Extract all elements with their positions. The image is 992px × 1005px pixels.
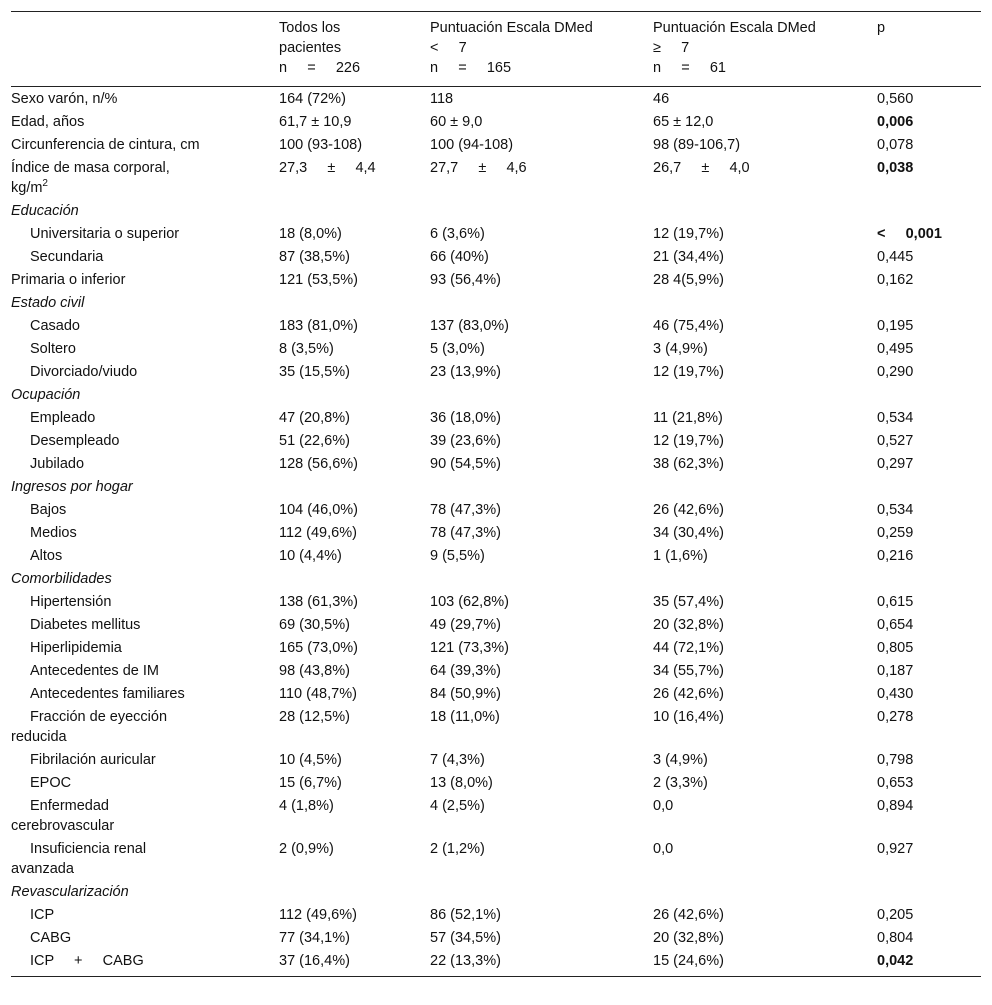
row-label xyxy=(11,706,269,749)
value-dmed-lt7: 90 (54,5%) xyxy=(430,456,501,472)
value-all-patients: 8 (3,5%) xyxy=(279,341,334,357)
table-row xyxy=(11,706,981,749)
value-all-patients: 121 (53,5%) xyxy=(279,272,358,288)
table-row xyxy=(11,453,981,476)
value-dmed-ge7: 21 (34,4%) xyxy=(653,249,724,265)
p-value: 0,290 xyxy=(877,364,914,380)
row-label: Empleado xyxy=(30,410,96,426)
row-label-line1: Fracción de eyección xyxy=(30,709,168,725)
section-label: Ingresos por hogar xyxy=(11,479,133,495)
table-row xyxy=(11,637,981,660)
p-value: 0,654 xyxy=(877,617,914,633)
row-label-line2: kg/m xyxy=(11,180,43,196)
p-value: 0,615 xyxy=(877,594,914,610)
value-dmed-lt7: 18 (11,0%) xyxy=(430,709,500,725)
row-label xyxy=(11,838,269,881)
empty-cell xyxy=(420,292,643,315)
row-label: Hipertensión xyxy=(30,594,112,610)
value-dmed-lt7: 78 (47,3%) xyxy=(430,502,501,518)
empty-cell xyxy=(643,292,867,315)
value-all-patients: 110 (48,7%) xyxy=(279,686,357,702)
header-line: n = 61 xyxy=(653,60,726,76)
p-value: 0,527 xyxy=(877,433,914,449)
row-label-line2: reducida xyxy=(11,729,67,745)
value-all-patients: 104 (46,0%) xyxy=(279,502,358,518)
value-dmed-ge7: 28 4(5,9%) xyxy=(653,272,724,288)
table-row xyxy=(11,545,981,568)
row-label: Altos xyxy=(30,548,63,564)
empty-cell xyxy=(269,384,420,407)
value-dmed-ge7: 26,7 ± 4,0 xyxy=(653,160,750,176)
empty-cell xyxy=(643,881,867,904)
value-dmed-ge7: 26 (42,6%) xyxy=(653,502,724,518)
header-line: Puntuación Escala DMed xyxy=(653,20,816,36)
value-all-patients: 112 (49,6%) xyxy=(279,525,357,541)
section-row xyxy=(11,384,981,407)
value-dmed-ge7: 15 (24,6%) xyxy=(653,953,724,969)
section-label: Ocupación xyxy=(11,387,81,403)
empty-cell xyxy=(269,881,420,904)
p-value: 0,216 xyxy=(877,548,914,564)
value-all-patients: 2 (0,9%) xyxy=(279,841,334,857)
value-dmed-lt7: 86 (52,1%) xyxy=(430,907,501,923)
section-row xyxy=(11,476,981,499)
row-label: Bajos xyxy=(30,502,67,518)
value-all-patients: 165 (73,0%) xyxy=(279,640,358,656)
value-all-patients: 69 (30,5%) xyxy=(279,617,350,633)
value-dmed-lt7: 6 (3,6%) xyxy=(430,226,485,242)
empty-cell xyxy=(420,476,643,499)
header-p-value: p xyxy=(877,20,886,36)
value-dmed-ge7: 12 (19,7%) xyxy=(653,433,724,449)
p-value: 0,187 xyxy=(877,663,914,679)
value-dmed-lt7: 64 (39,3%) xyxy=(430,663,501,679)
p-value: 0,495 xyxy=(877,341,914,357)
value-all-patients: 112 (49,6%) xyxy=(279,907,357,923)
section-label: Comorbilidades xyxy=(11,571,112,587)
row-label: Divorciado/viudo xyxy=(30,364,138,380)
value-dmed-ge7: 12 (19,7%) xyxy=(653,226,724,242)
row-label xyxy=(11,157,269,200)
table-row xyxy=(11,749,981,772)
p-value: 0,534 xyxy=(877,502,914,518)
value-dmed-ge7: 26 (42,6%) xyxy=(653,686,724,702)
value-dmed-ge7: 1 (1,6%) xyxy=(653,548,708,564)
value-dmed-ge7: 34 (55,7%) xyxy=(653,663,724,679)
p-value: 0,259 xyxy=(877,525,914,541)
row-label: EPOC xyxy=(30,775,72,791)
p-value: 0,805 xyxy=(877,640,914,656)
table-row xyxy=(11,134,981,157)
table-row xyxy=(11,315,981,338)
empty-cell xyxy=(420,881,643,904)
value-dmed-lt7: 7 (4,3%) xyxy=(430,752,485,768)
p-value: 0,038 xyxy=(877,160,914,176)
value-all-patients: 61,7 ± 10,9 xyxy=(279,114,352,130)
empty-cell xyxy=(867,881,981,904)
empty-cell xyxy=(269,568,420,591)
p-value: 0,894 xyxy=(877,798,914,814)
table-row xyxy=(11,772,981,795)
row-label: Medios xyxy=(30,525,77,541)
value-dmed-lt7: 103 (62,8%) xyxy=(430,594,509,610)
value-all-patients: 27,3 ± 4,4 xyxy=(279,160,376,176)
p-value: 0,042 xyxy=(877,953,914,969)
table-row xyxy=(11,838,981,881)
row-label: Soltero xyxy=(30,341,76,357)
p-value: 0,804 xyxy=(877,930,914,946)
empty-cell xyxy=(420,200,643,223)
p-value: 0,927 xyxy=(877,841,914,857)
value-dmed-ge7: 0,0 xyxy=(653,841,674,857)
table-row xyxy=(11,683,981,706)
table-row xyxy=(11,522,981,545)
row-label: Secundaria xyxy=(30,249,104,265)
table-row xyxy=(11,361,981,384)
table-row xyxy=(11,904,981,927)
header-line: n = 165 xyxy=(430,60,512,76)
section-label: Estado civil xyxy=(11,295,85,311)
row-label-line2: avanzada xyxy=(11,861,74,877)
table-row xyxy=(11,157,981,200)
empty-cell xyxy=(643,200,867,223)
value-dmed-lt7: 84 (50,9%) xyxy=(430,686,501,702)
value-dmed-ge7: 12 (19,7%) xyxy=(653,364,724,380)
p-value: < 0,001 xyxy=(877,226,942,242)
table-row xyxy=(11,591,981,614)
p-value: 0,430 xyxy=(877,686,914,702)
header-line: pacientes xyxy=(279,40,342,56)
table-container xyxy=(11,11,981,977)
empty-cell xyxy=(867,476,981,499)
row-label-line1: Enfermedad xyxy=(30,798,109,814)
value-dmed-lt7: 27,7 ± 4,6 xyxy=(430,160,527,176)
header-line: Todos los xyxy=(279,20,341,36)
value-all-patients: 164 (72%) xyxy=(279,91,346,107)
value-all-patients: 128 (56,6%) xyxy=(279,456,358,472)
value-dmed-lt7: 118 xyxy=(430,91,454,107)
row-label: Universitaria o superior xyxy=(30,226,180,242)
header-label-cell xyxy=(11,12,269,87)
row-label: Edad, años xyxy=(11,114,85,130)
value-dmed-ge7: 46 (75,4%) xyxy=(653,318,724,334)
value-dmed-lt7: 121 (73,3%) xyxy=(430,640,509,656)
table-row xyxy=(11,269,981,292)
value-all-patients: 15 (6,7%) xyxy=(279,775,342,791)
value-dmed-lt7: 22 (13,3%) xyxy=(430,953,501,969)
value-dmed-lt7: 60 ± 9,0 xyxy=(430,114,483,130)
p-value: 0,162 xyxy=(877,272,914,288)
value-dmed-ge7: 10 (16,4%) xyxy=(653,709,724,725)
empty-cell xyxy=(643,476,867,499)
value-dmed-ge7: 65 ± 12,0 xyxy=(653,114,714,130)
header-all-patients xyxy=(269,12,420,87)
row-label: CABG xyxy=(30,930,72,946)
p-value: 0,078 xyxy=(877,137,914,153)
value-dmed-ge7: 3 (4,9%) xyxy=(653,341,708,357)
empty-cell xyxy=(269,292,420,315)
empty-cell xyxy=(643,568,867,591)
row-label-line2: cerebrovascular xyxy=(11,818,115,834)
section-label: Revascularización xyxy=(11,884,129,900)
superscript: 2 xyxy=(42,178,48,190)
empty-cell xyxy=(269,200,420,223)
value-dmed-lt7: 13 (8,0%) xyxy=(430,775,493,791)
p-value: 0,278 xyxy=(877,709,914,725)
p-value: 0,798 xyxy=(877,752,914,768)
row-label: Fibrilación auricular xyxy=(30,752,156,768)
row-label: Hiperlipidemia xyxy=(30,640,122,656)
row-label: Antecedentes de IM xyxy=(30,663,159,679)
value-dmed-ge7: 20 (32,8%) xyxy=(653,930,724,946)
value-dmed-ge7: 20 (32,8%) xyxy=(653,617,724,633)
row-label xyxy=(11,795,269,838)
header-line: n = 226 xyxy=(279,60,361,76)
header-dmed-ge7 xyxy=(643,12,867,87)
row-label: Primaria o inferior xyxy=(11,272,126,288)
value-dmed-ge7: 0,0 xyxy=(653,798,674,814)
row-label: Desempleado xyxy=(30,433,120,449)
row-label: Antecedentes familiares xyxy=(30,686,185,702)
value-dmed-lt7: 49 (29,7%) xyxy=(430,617,501,633)
value-all-patients: 4 (1,8%) xyxy=(279,798,334,814)
value-all-patients: 183 (81,0%) xyxy=(279,318,358,334)
value-dmed-lt7: 23 (13,9%) xyxy=(430,364,501,380)
value-all-patients: 28 (12,5%) xyxy=(279,709,350,725)
empty-cell xyxy=(867,568,981,591)
p-value: 0,205 xyxy=(877,907,914,923)
table-header xyxy=(11,12,981,87)
header-line: ≥ 7 xyxy=(653,40,690,56)
section-row xyxy=(11,200,981,223)
row-label: ICP + CABG xyxy=(30,953,144,969)
value-dmed-lt7: 5 (3,0%) xyxy=(430,341,485,357)
value-dmed-lt7: 2 (1,2%) xyxy=(430,841,485,857)
table-row xyxy=(11,430,981,453)
value-all-patients: 51 (22,6%) xyxy=(279,433,350,449)
section-label: Educación xyxy=(11,203,79,219)
value-all-patients: 77 (34,1%) xyxy=(279,930,350,946)
table-row xyxy=(11,927,981,950)
row-label-line1: Índice de masa corporal, xyxy=(11,160,170,176)
empty-cell xyxy=(420,384,643,407)
header-line: Puntuación Escala DMed xyxy=(430,20,593,36)
value-dmed-ge7: 34 (30,4%) xyxy=(653,525,724,541)
value-dmed-ge7: 26 (42,6%) xyxy=(653,907,724,923)
row-label-line1: Insuficiencia renal xyxy=(30,841,147,857)
value-dmed-ge7: 98 (89-106,7) xyxy=(653,137,741,153)
table-row xyxy=(11,246,981,269)
header-row xyxy=(11,12,981,87)
value-all-patients: 87 (38,5%) xyxy=(279,249,350,265)
table-row xyxy=(11,614,981,637)
empty-cell xyxy=(867,200,981,223)
value-dmed-lt7: 4 (2,5%) xyxy=(430,798,485,814)
value-all-patients: 138 (61,3%) xyxy=(279,594,358,610)
empty-cell xyxy=(269,476,420,499)
row-label: Circunferencia de cintura, cm xyxy=(11,137,200,153)
value-all-patients: 100 (93-108) xyxy=(279,137,363,153)
empty-cell xyxy=(867,384,981,407)
table-row xyxy=(11,660,981,683)
value-dmed-lt7: 137 (83,0%) xyxy=(430,318,509,334)
value-all-patients: 47 (20,8%) xyxy=(279,410,350,426)
value-dmed-lt7: 39 (23,6%) xyxy=(430,433,501,449)
value-dmed-lt7: 66 (40%) xyxy=(430,249,489,265)
value-dmed-lt7: 36 (18,0%) xyxy=(430,410,501,426)
value-dmed-lt7: 57 (34,5%) xyxy=(430,930,501,946)
value-dmed-ge7: 3 (4,9%) xyxy=(653,752,708,768)
row-label: Diabetes mellitus xyxy=(30,617,141,633)
table-body xyxy=(11,87,981,977)
row-label: Casado xyxy=(30,318,80,334)
value-dmed-ge7: 44 (72,1%) xyxy=(653,640,724,656)
header-line: < 7 xyxy=(430,40,467,56)
p-value: 0,006 xyxy=(877,114,914,130)
value-all-patients: 37 (16,4%) xyxy=(279,953,350,969)
table-row xyxy=(11,338,981,361)
value-dmed-ge7: 38 (62,3%) xyxy=(653,456,724,472)
p-value: 0,297 xyxy=(877,456,914,472)
p-value: 0,195 xyxy=(877,318,914,334)
empty-cell xyxy=(867,292,981,315)
p-value: 0,445 xyxy=(877,249,914,265)
value-all-patients: 10 (4,4%) xyxy=(279,548,342,564)
row-label: ICP xyxy=(30,907,55,923)
table-row xyxy=(11,87,981,112)
table-row xyxy=(11,111,981,134)
row-label: Sexo varón, n/% xyxy=(11,91,118,107)
value-dmed-lt7: 100 (94-108) xyxy=(430,137,514,153)
table-row xyxy=(11,499,981,522)
value-dmed-ge7: 2 (3,3%) xyxy=(653,775,708,791)
value-dmed-ge7: 35 (57,4%) xyxy=(653,594,724,610)
value-dmed-lt7: 9 (5,5%) xyxy=(430,548,485,564)
value-all-patients: 18 (8,0%) xyxy=(279,226,342,242)
p-value: 0,653 xyxy=(877,775,914,791)
data-table xyxy=(11,11,981,977)
table-row xyxy=(11,795,981,838)
table-row xyxy=(11,223,981,246)
table-row xyxy=(11,950,981,977)
table-row xyxy=(11,407,981,430)
section-row xyxy=(11,881,981,904)
section-row xyxy=(11,292,981,315)
value-dmed-lt7: 78 (47,3%) xyxy=(430,525,501,541)
value-all-patients: 98 (43,8%) xyxy=(279,663,350,679)
row-label: Jubilado xyxy=(30,456,85,472)
section-row xyxy=(11,568,981,591)
empty-cell xyxy=(643,384,867,407)
header-dmed-lt7 xyxy=(420,12,643,87)
p-value: 0,560 xyxy=(877,91,914,107)
empty-cell xyxy=(420,568,643,591)
value-dmed-ge7: 46 xyxy=(653,91,670,107)
value-dmed-ge7: 11 (21,8%) xyxy=(653,410,723,426)
p-value: 0,534 xyxy=(877,410,914,426)
value-all-patients: 10 (4,5%) xyxy=(279,752,342,768)
value-all-patients: 35 (15,5%) xyxy=(279,364,350,380)
value-dmed-lt7: 93 (56,4%) xyxy=(430,272,501,288)
